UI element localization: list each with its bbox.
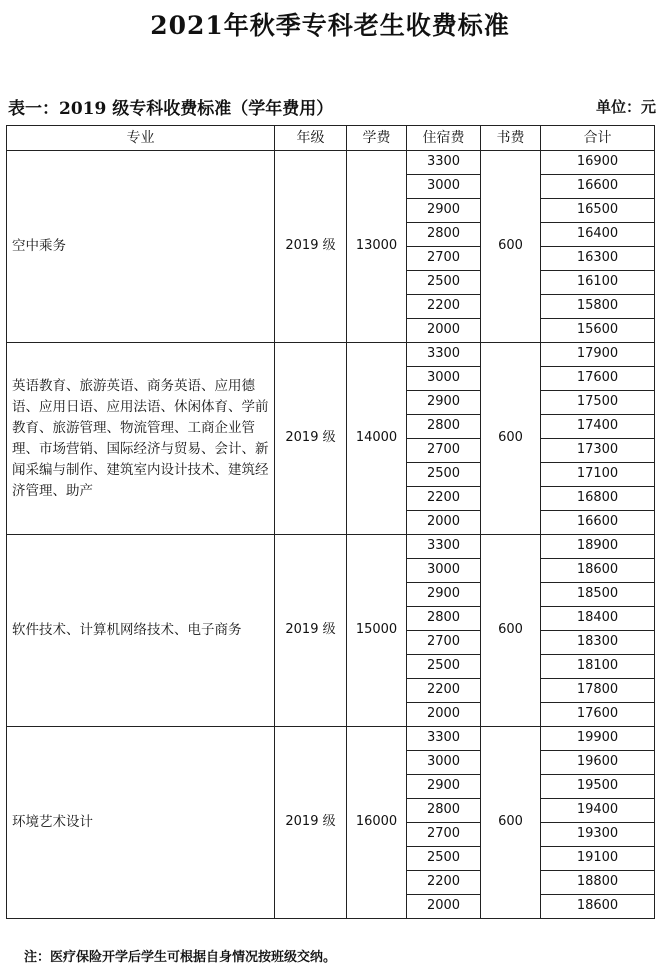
dorm-fee-cell: 2800 (407, 607, 481, 631)
books-fee-cell: 600 (481, 343, 541, 535)
dorm-fee-cell: 2800 (407, 223, 481, 247)
total-cell: 19600 (541, 751, 655, 775)
header-row (7, 126, 655, 151)
total-cell: 19500 (541, 775, 655, 799)
total-cell: 15800 (541, 295, 655, 319)
dorm-fee-cell: 2800 (407, 799, 481, 823)
tuition-cell: 16000 (347, 727, 407, 919)
total-cell: 16500 (541, 199, 655, 223)
books-fee-cell: 600 (481, 151, 541, 343)
total-cell: 18900 (541, 535, 655, 559)
dorm-fee-cell: 2500 (407, 847, 481, 871)
dorm-fee-cell: 2500 (407, 271, 481, 295)
dorm-fee-cell: 2200 (407, 871, 481, 895)
table-row (7, 151, 655, 175)
total-cell: 17400 (541, 415, 655, 439)
header-dorm: 住宿费 (407, 126, 481, 151)
dorm-fee-cell: 2200 (407, 679, 481, 703)
total-cell: 16400 (541, 223, 655, 247)
grade-cell: 2019 级 (275, 151, 347, 343)
dorm-fee-cell: 2700 (407, 823, 481, 847)
header-total: 合计 (541, 126, 655, 151)
unit-label: 单位：元 (595, 98, 656, 116)
header-tuition: 学费 (347, 126, 407, 151)
total-cell: 18600 (541, 559, 655, 583)
major-cell: 英语教育、旅游英语、商务英语、应用德语、应用日语、应用法语、休闲体育、学前教育、旅游管理、物流管理、工商企业管理、市场营销、国际经济与贸易、会计、新闻采编与制作、建筑室内设计技术、建筑经济管理、助产 (7, 343, 275, 535)
total-cell: 17300 (541, 439, 655, 463)
dorm-fee-cell: 2700 (407, 439, 481, 463)
dorm-fee-cell: 3300 (407, 535, 481, 559)
major-cell: 软件技术、计算机网络技术、电子商务 (7, 535, 275, 727)
total-cell: 15600 (541, 319, 655, 343)
dorm-fee-cell: 2200 (407, 295, 481, 319)
dorm-fee-cell: 3000 (407, 751, 481, 775)
dorm-fee-cell: 2200 (407, 487, 481, 511)
dorm-fee-cell: 2900 (407, 583, 481, 607)
total-cell: 17500 (541, 391, 655, 415)
total-cell: 16800 (541, 487, 655, 511)
total-cell: 17600 (541, 367, 655, 391)
dorm-fee-cell: 2000 (407, 511, 481, 535)
dorm-fee-cell: 2700 (407, 247, 481, 271)
total-cell: 18100 (541, 655, 655, 679)
dorm-fee-cell: 3300 (407, 727, 481, 751)
tuition-cell: 14000 (347, 343, 407, 535)
table-row (7, 535, 655, 559)
total-cell: 16600 (541, 511, 655, 535)
dorm-fee-cell: 2000 (407, 319, 481, 343)
dorm-fee-cell: 2900 (407, 199, 481, 223)
total-cell: 17100 (541, 463, 655, 487)
total-cell: 17900 (541, 343, 655, 367)
dorm-fee-cell: 3000 (407, 367, 481, 391)
total-cell: 18800 (541, 871, 655, 895)
total-cell: 16600 (541, 175, 655, 199)
dorm-fee-cell: 2500 (407, 463, 481, 487)
total-cell: 16300 (541, 247, 655, 271)
dorm-fee-cell: 3300 (407, 151, 481, 175)
grade-cell: 2019 级 (275, 535, 347, 727)
dorm-fee-cell: 2700 (407, 631, 481, 655)
table-row (7, 343, 655, 367)
books-fee-cell: 600 (481, 727, 541, 919)
table-row (7, 727, 655, 751)
dorm-fee-cell: 2800 (407, 415, 481, 439)
books-fee-cell: 600 (481, 535, 541, 727)
tuition-cell: 15000 (347, 535, 407, 727)
dorm-fee-cell: 2000 (407, 703, 481, 727)
dorm-fee-cell: 3000 (407, 175, 481, 199)
dorm-fee-cell: 2900 (407, 391, 481, 415)
fee-table-body (7, 151, 655, 919)
total-cell: 18400 (541, 607, 655, 631)
total-cell: 17800 (541, 679, 655, 703)
dorm-fee-cell: 3000 (407, 559, 481, 583)
major-cell: 空中乘务 (7, 151, 275, 343)
table-caption: 表一：2019 级专科收费标准（学年费用） (8, 99, 334, 119)
header-grade: 年级 (275, 126, 347, 151)
total-cell: 18300 (541, 631, 655, 655)
total-cell: 18600 (541, 895, 655, 919)
total-cell: 19400 (541, 799, 655, 823)
header-books: 书费 (481, 126, 541, 151)
total-cell: 19300 (541, 823, 655, 847)
dorm-fee-cell: 2000 (407, 895, 481, 919)
footnote: 注：医疗保险开学后学生可根据自身情况按班级交纳。 (24, 950, 337, 965)
total-cell: 18500 (541, 583, 655, 607)
tuition-cell: 13000 (347, 151, 407, 343)
total-cell: 19100 (541, 847, 655, 871)
major-cell: 环境艺术设计 (7, 727, 275, 919)
dorm-fee-cell: 2900 (407, 775, 481, 799)
total-cell: 16900 (541, 151, 655, 175)
grade-cell: 2019 级 (275, 343, 347, 535)
page-title: 2021年秋季专科老生收费标准 (150, 11, 510, 40)
dorm-fee-cell: 3300 (407, 343, 481, 367)
dorm-fee-cell: 2500 (407, 655, 481, 679)
total-cell: 16100 (541, 271, 655, 295)
total-cell: 17600 (541, 703, 655, 727)
fee-table (6, 125, 655, 919)
header-major: 专业 (7, 126, 275, 151)
grade-cell: 2019 级 (275, 727, 347, 919)
total-cell: 19900 (541, 727, 655, 751)
